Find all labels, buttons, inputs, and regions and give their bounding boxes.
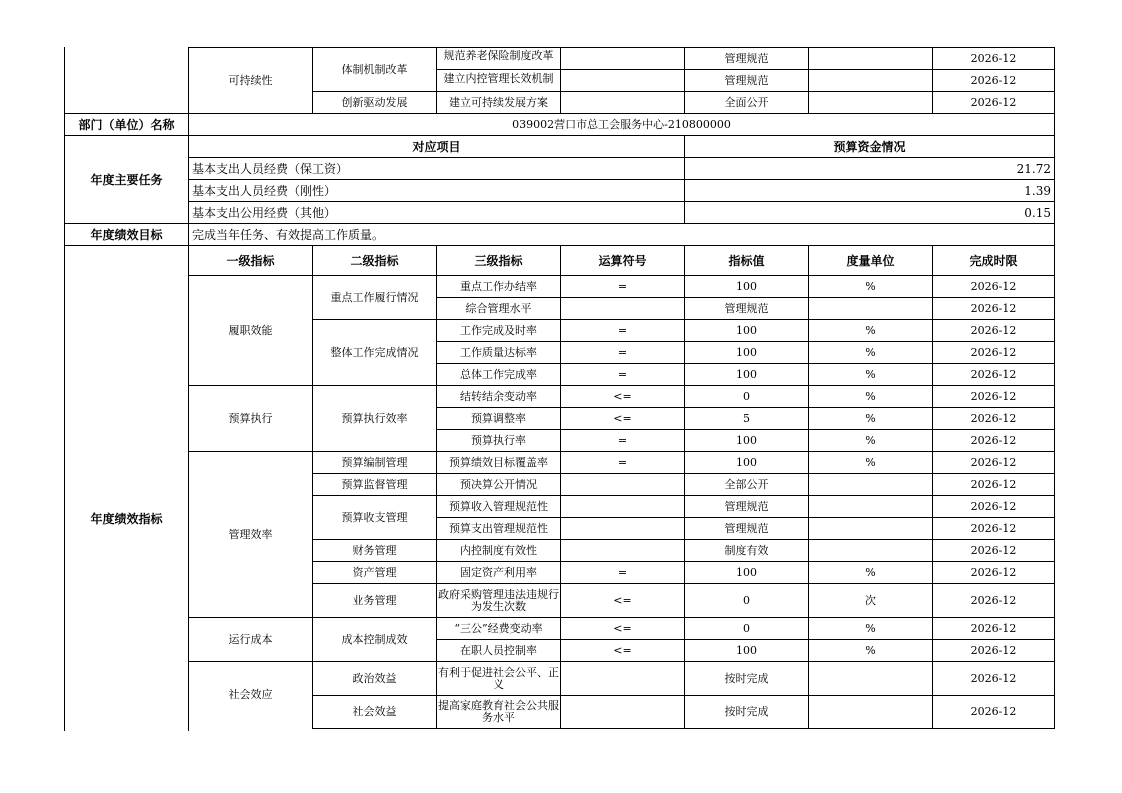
l3-indicator: 预算支出管理规范性: [449, 521, 548, 535]
measure-unit: 次: [865, 593, 876, 607]
l2-budget-revenue-expense: 预算收支管理: [341, 510, 408, 524]
measure-unit: [809, 496, 932, 517]
operator: [561, 474, 684, 495]
indicator-value: 100: [736, 433, 757, 447]
measure-unit: [809, 518, 932, 539]
deadline: 2026-12: [970, 455, 1017, 469]
top-row-deadline: 2026-12: [970, 95, 1017, 109]
l3-indicator: 重点工作办结率: [460, 279, 537, 293]
operator: <=: [613, 411, 632, 425]
l2-political-benefit: 政治效益: [352, 671, 397, 685]
l3-indicator: 预决算公开情况: [460, 477, 537, 491]
l2-budget-efficiency: 预算执行效率: [341, 411, 408, 425]
indicators-label: 年度绩效指标: [90, 512, 163, 526]
indicator-value: 管理规范: [724, 499, 769, 513]
indicator-value: 100: [736, 455, 757, 469]
top-row-l3: 建立可持续发展方案: [449, 95, 548, 109]
operator: <=: [613, 643, 632, 657]
indicator-value: 制度有效: [724, 543, 769, 557]
task-amount: 1.39: [1024, 183, 1051, 198]
l2-mechanism-reform: 体制机制改革: [341, 62, 408, 76]
deadline: 2026-12: [970, 323, 1017, 337]
deadline: 2026-12: [970, 345, 1017, 359]
operator: [561, 298, 684, 319]
indicator-value: 100: [736, 643, 757, 657]
deadline: 2026-12: [970, 565, 1017, 579]
deadline: 2026-12: [970, 621, 1017, 635]
indicator-value: 0: [743, 593, 750, 607]
measure-unit: [809, 696, 932, 728]
deadline: 2026-12: [970, 477, 1017, 491]
indicator-value: 0: [743, 621, 750, 635]
deadline: 2026-12: [970, 705, 1017, 718]
operator: <=: [613, 593, 632, 607]
l3-indicator: 综合管理水平: [465, 301, 532, 315]
deadline: 2026-12: [970, 389, 1017, 403]
l3-indicator: 预算收入管理规范性: [449, 499, 548, 513]
l2-cost-control: 成本控制成效: [341, 632, 408, 646]
operator: =: [617, 455, 628, 469]
header-operator: 运算符号: [598, 253, 647, 268]
goal-text: 完成当年任务、有效提高工作质量。: [192, 227, 385, 242]
l3-indicator: “三公”经费变动率: [454, 621, 543, 635]
indicator-value: 0: [743, 389, 750, 403]
deadline: 2026-12: [970, 367, 1017, 381]
col-project-header: 对应项目: [412, 139, 461, 154]
measure-unit: %: [865, 367, 876, 381]
measure-unit: %: [865, 389, 876, 403]
l3-indicator: 预算绩效目标覆盖率: [449, 455, 548, 469]
l3-indicator: 内控制度有效性: [460, 543, 537, 557]
header-l3: 三级指标: [474, 253, 523, 268]
indicator-value: 100: [736, 279, 757, 293]
goal-label: 年度绩效目标: [90, 227, 163, 242]
indicator-value: 100: [736, 367, 757, 381]
task-name: 基本支出人员经费（保工资）: [192, 161, 349, 176]
indicator-value: 管理规范: [724, 301, 769, 315]
operator: =: [617, 565, 628, 579]
top-row-deadline: 2026-12: [970, 51, 1017, 65]
l1-management-efficiency: 管理效率: [228, 527, 273, 541]
dept-label: 部门（单位）名称: [78, 117, 175, 132]
measure-unit: %: [865, 643, 876, 657]
measure-unit: %: [865, 455, 876, 469]
deadline: 2026-12: [970, 433, 1017, 447]
l2-budget-compilation: 预算编制管理: [341, 455, 408, 469]
deadline: 2026-12: [970, 643, 1017, 657]
header-value: 指标值: [728, 253, 765, 268]
l3-indicator: 预算调整率: [471, 411, 526, 425]
l3-indicator: 固定资产利用率: [460, 565, 537, 579]
operator: =: [617, 279, 628, 293]
l2-budget-supervision: 预算监督管理: [341, 477, 408, 491]
l1-sustainability: 可持续性: [228, 73, 273, 87]
l3-indicator: 预算执行率: [471, 433, 526, 447]
l3-indicator: 工作完成及时率: [460, 323, 537, 337]
operator: =: [617, 323, 628, 337]
deadline: 2026-12: [970, 301, 1017, 315]
task-amount: 0.15: [1024, 205, 1051, 220]
top-row-value: 管理规范: [724, 73, 769, 87]
l3-indicator: 政府采购管理违法违规行为发生次数: [438, 587, 559, 613]
measure-unit: %: [865, 279, 876, 293]
deadline: 2026-12: [970, 411, 1017, 425]
measure-unit: %: [865, 345, 876, 359]
operator: =: [617, 345, 628, 359]
deadline: 2026-12: [970, 593, 1017, 607]
l2-social-benefit: 社会效益: [352, 705, 397, 718]
indicator-value: 5: [743, 411, 750, 425]
operator: [561, 662, 684, 695]
measure-unit: %: [865, 621, 876, 635]
l1-performance: 履职效能: [228, 323, 273, 337]
l2-assets: 资产管理: [352, 565, 397, 579]
top-row-l3: 建立内控管理长效机制: [443, 72, 554, 85]
measure-unit: %: [865, 323, 876, 337]
l3-indicator: 提高家庭教育社会公共服务水平: [438, 699, 559, 724]
l1-operating-cost: 运行成本: [228, 632, 273, 646]
l1-budget-execution: 预算执行: [228, 411, 273, 425]
measure-unit: [809, 474, 932, 495]
deadline: 2026-12: [970, 671, 1017, 685]
measure-unit: %: [865, 411, 876, 425]
col-budget-header: 预算资金情况: [833, 139, 906, 154]
operator: [561, 540, 684, 561]
header-l1: 一级指标: [226, 253, 275, 268]
top-row-l3: 规范养老保险制度改革: [443, 49, 554, 62]
l2-business: 业务管理: [352, 593, 397, 607]
indicator-value: 100: [736, 565, 757, 579]
l2-innovation-driven: 创新驱动发展: [341, 95, 408, 109]
indicator-value: 100: [736, 345, 757, 359]
l2-key-work: 重点工作履行情况: [330, 290, 419, 304]
header-unit: 度量单位: [846, 253, 895, 268]
l3-indicator: 在职人员控制率: [460, 643, 537, 657]
deadline: 2026-12: [970, 279, 1017, 293]
tasks-label: 年度主要任务: [90, 172, 163, 187]
task-amount: 21.72: [1016, 161, 1051, 176]
l3-indicator: 有利于促进社会公平、正义: [438, 665, 559, 691]
operator: [561, 696, 684, 728]
operator: [561, 518, 684, 539]
measure-unit: %: [865, 565, 876, 579]
indicator-value: 全部公开: [724, 477, 769, 491]
l3-indicator: 工作质量达标率: [460, 345, 537, 359]
measure-unit: [809, 662, 932, 695]
l3-indicator: 结转结余变动率: [460, 389, 537, 403]
top-row-value: 管理规范: [724, 51, 769, 65]
operator: <=: [613, 621, 632, 635]
measure-unit: [809, 298, 932, 319]
operator: <=: [613, 389, 632, 403]
indicator-value: 100: [736, 323, 757, 337]
operator: =: [617, 367, 628, 381]
l1-social-effect: 社会效应: [228, 688, 273, 701]
indicator-value: 按时完成: [724, 671, 769, 685]
deadline: 2026-12: [970, 543, 1017, 557]
header-l2: 二级指标: [350, 253, 399, 268]
l3-indicator: 总体工作完成率: [460, 367, 537, 381]
dept-name: 039002营口市总工会服务中心-210800000: [512, 117, 731, 131]
indicator-value: 管理规范: [724, 521, 769, 535]
operator: =: [617, 433, 628, 447]
top-row-value: 全面公开: [724, 95, 769, 109]
l2-finance: 财务管理: [352, 543, 397, 557]
indicator-value: 按时完成: [724, 705, 769, 718]
top-row-deadline: 2026-12: [970, 73, 1017, 87]
task-name: 基本支出公用经费（其他）: [192, 205, 337, 220]
deadline: 2026-12: [970, 499, 1017, 513]
l2-overall-work: 整体工作完成情况: [330, 345, 419, 359]
deadline: 2026-12: [970, 521, 1017, 535]
header-deadline: 完成时限: [969, 253, 1018, 268]
task-name: 基本支出人员经费（刚性）: [192, 183, 337, 198]
measure-unit: %: [865, 433, 876, 447]
operator: [561, 496, 684, 517]
measure-unit: [809, 540, 932, 561]
